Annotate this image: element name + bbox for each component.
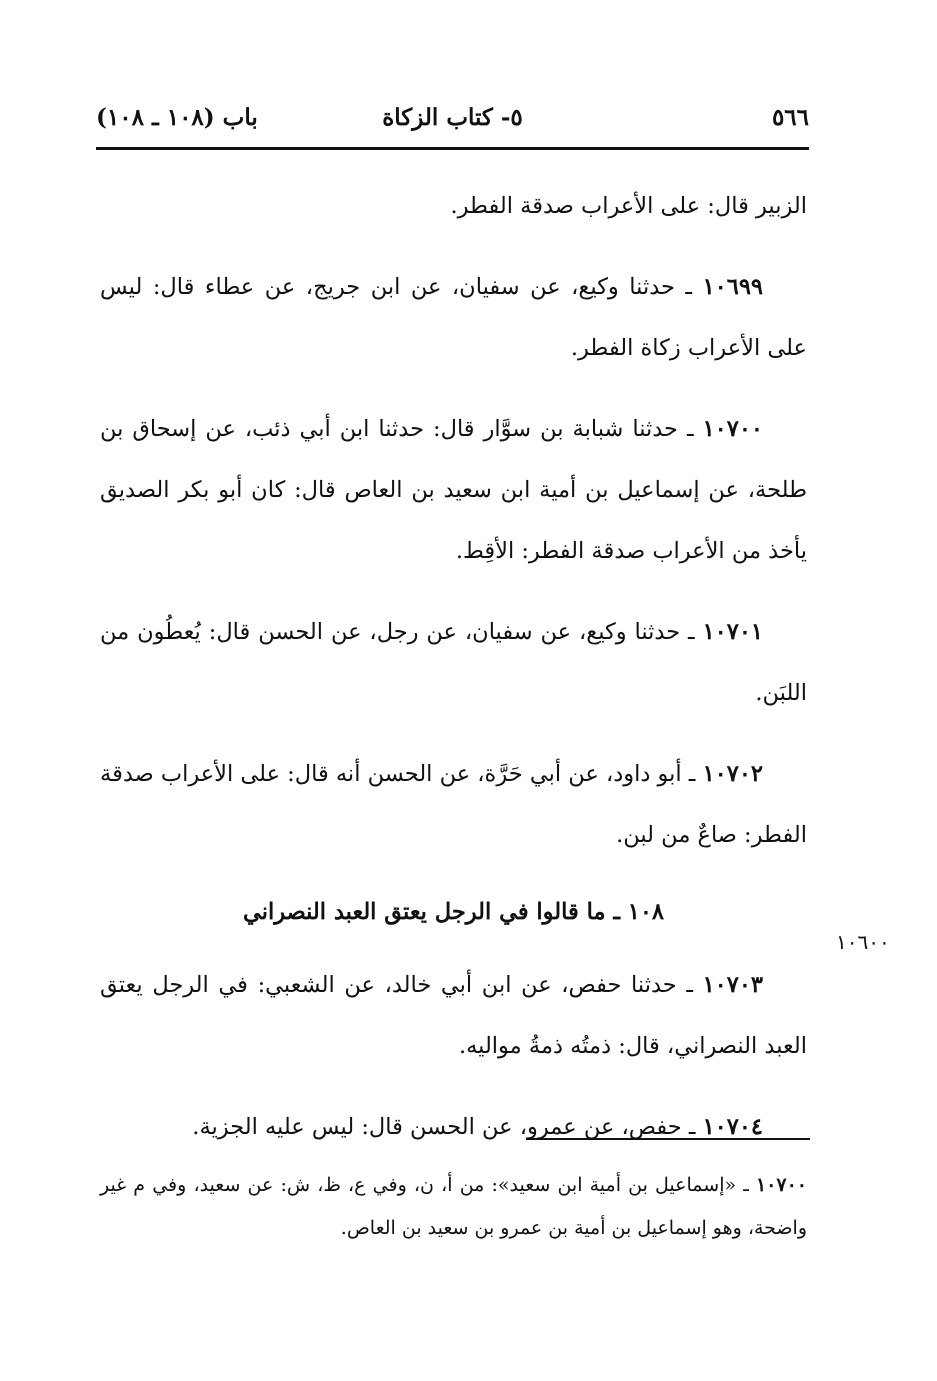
main-text <box>100 176 807 1178</box>
footnote-number: ١٠٧٠٠ <box>755 1174 807 1196</box>
hadith-number: ١٠٧٠٠ <box>702 416 763 442</box>
hadith-10704 <box>100 1097 807 1158</box>
section-heading: ١٠٨ ـ ما قالوا في الرجل يعتق العبد النصراني <box>242 899 665 925</box>
hadith-number: ١٠٦٩٩ <box>702 274 763 300</box>
hadith-text: ـ حدثنا حفص، عن ابن أبي خالد، عن الشعبي: في الرجل يعتق العبد النصراني، قال: ذمتُه ذمةُ مواليه. <box>100 972 807 1059</box>
hadith-text: ـ أبو داود، عن أبي حَرَّة، عن الحسن أنه قال: على الأعراب صدقة الفطر: صاعٌ من لبن. <box>100 761 807 848</box>
hadith-number: ١٠٧٠١ <box>702 619 763 645</box>
hadith-10699 <box>100 257 807 379</box>
paragraph-continuation <box>100 176 807 237</box>
chapter-range: باب (١٠٨ ـ ١٠٨) <box>96 104 258 131</box>
page-number: ٥٦٦ <box>771 104 809 131</box>
margin-reference-number: ١٠٦٠٠ <box>836 930 890 954</box>
header-rule <box>96 147 809 150</box>
footnote-text: ـ «إسماعيل بن أمية ابن سعيد»: من أ، ن، وفي ع، ظ، ش: عن سعيد، وفي م غير واضحة، وهو إسماعيل بن أمية بن عمرو بن سعيد بن العاص. <box>100 1174 807 1239</box>
hadith-10700 <box>100 399 807 582</box>
hadith-10703 <box>100 955 807 1077</box>
footnote-rule <box>526 1138 810 1140</box>
book-title: ٥- كتاب الزكاة <box>382 104 523 131</box>
paragraph-text: الزبير قال: على الأعراب صدقة الفطر. <box>450 193 807 219</box>
hadith-text: ـ حدثنا وكيع، عن سفيان، عن رجل، عن الحسن قال: يُعطُون من اللبَن. <box>100 619 807 706</box>
hadith-10701 <box>100 602 807 724</box>
hadith-number: ١٠٧٠٣ <box>702 972 764 998</box>
hadith-10702 <box>100 744 807 866</box>
page-header <box>96 104 809 140</box>
hadith-text: ـ حفص، عن عمرو، عن الحسن قال: ليس عليه الجزية. <box>192 1114 696 1140</box>
hadith-number: ١٠٧٠٢ <box>702 761 763 787</box>
hadith-text: ـ حدثنا شبابة بن سوَّار قال: حدثنا ابن أبي ذئب، عن إسحاق بن طلحة، عن إسماعيل بن أمية ابن سعيد بن العاص قال: كان أبو بكر الصديق يأخذ من الأعراب صدقة الفطر: الأقِط. <box>100 416 807 564</box>
hadith-text: ـ حدثنا وكيع، عن سفيان، عن ابن جريج، عن عطاء قال: ليس على الأعراب زكاة الفطر. <box>100 274 807 361</box>
footnote <box>100 1164 807 1250</box>
hadith-number: ١٠٧٠٤ <box>702 1114 763 1140</box>
